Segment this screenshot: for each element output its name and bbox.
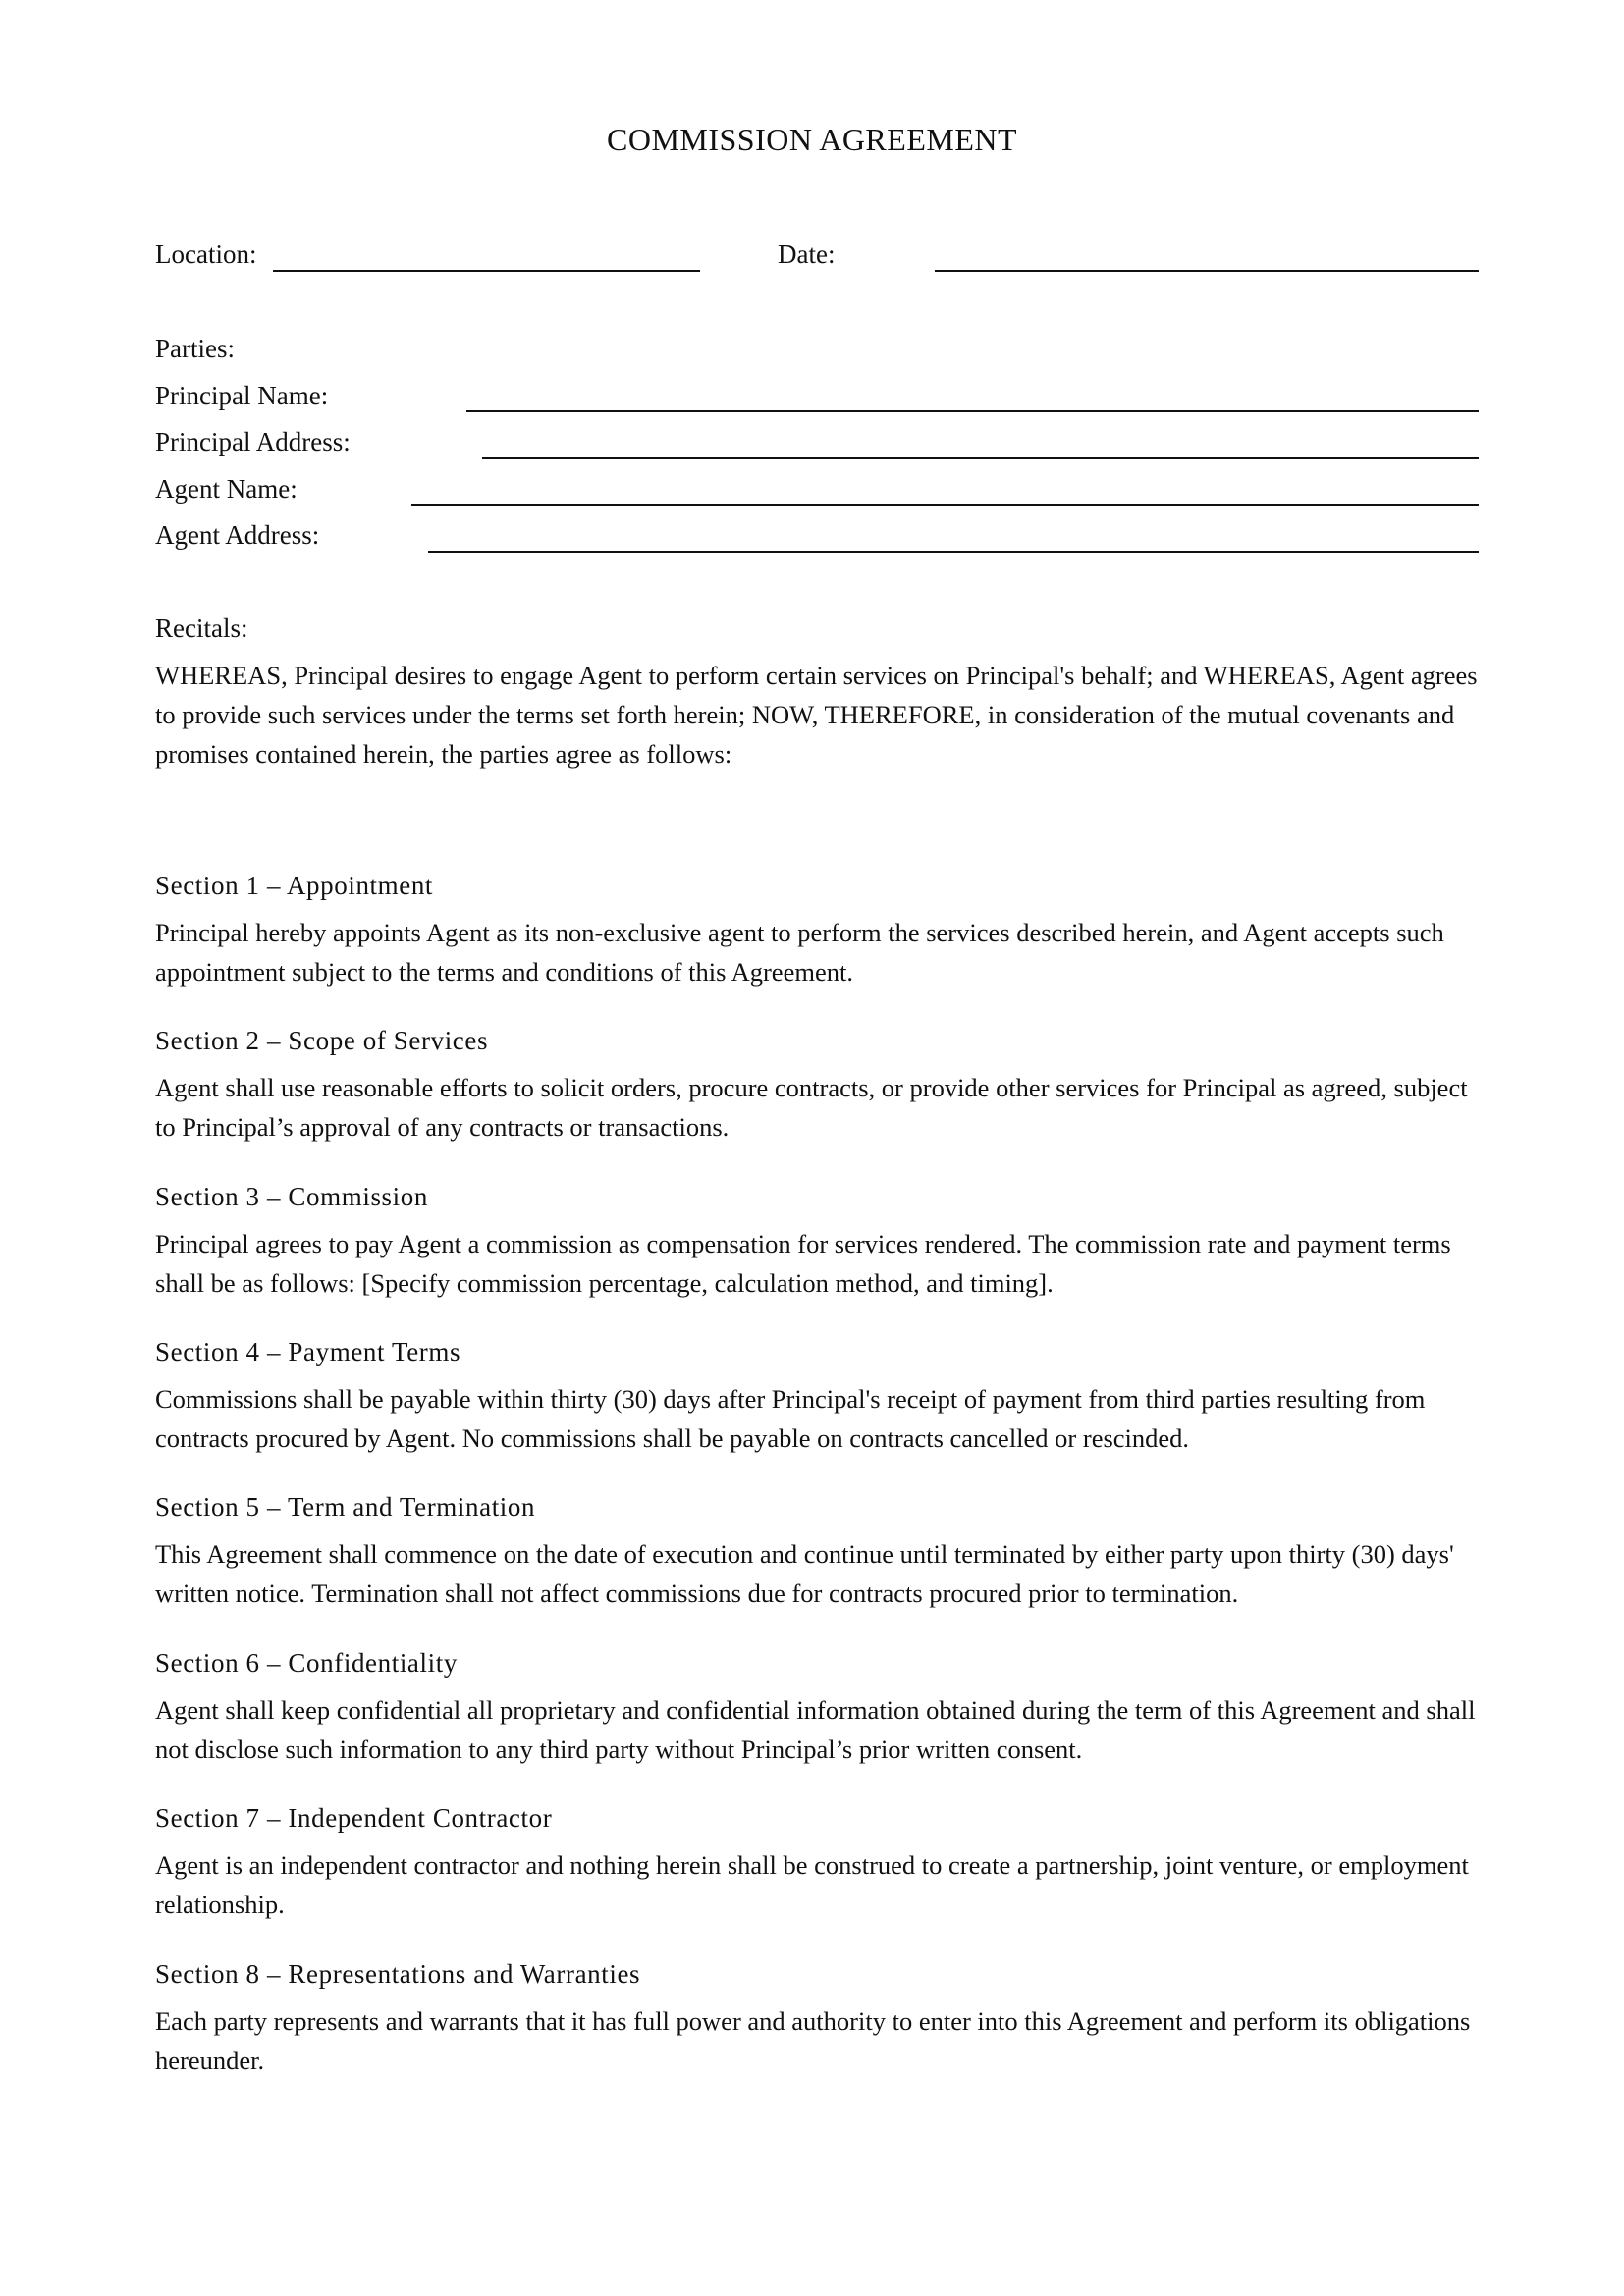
section-8-text: Each party represents and warrants that it has full power and authority to enter into this Agreement and perform its obligations hereunder. — [155, 2006, 1471, 2075]
section-8-heading: Section 8 – Representations and Warranties — [155, 1959, 641, 1989]
location-label: Location: — [155, 240, 257, 269]
principal-name-field-line[interactable] — [466, 410, 1479, 412]
agent-name-field-line[interactable] — [411, 504, 1479, 506]
recitals-text: WHEREAS, Principal desires to engage Agent to perform certain services on Principal's behalf; and WHEREAS, Agent agrees to provide such services under the terms set forth herein; NOW, THEREFORE, in consideration of the mutual covenants and promises contained herein, the parties agree as follows: — [155, 661, 1478, 769]
section-4-text: Commissions shall be payable within thirty (30) days after Principal's receipt of payment from third parties resulting from contracts procured by Agent. No commissions shall be payable on contracts cancelled or rescinded. — [155, 1384, 1426, 1453]
agent-name-label: Agent Name: — [155, 474, 298, 504]
date-field-line[interactable] — [935, 270, 1479, 272]
section-5-text: This Agreement shall commence on the date of execution and continue until terminated by either party upon thirty (30) days' written notice. Termination shall not affect commissions due for contracts procured prior to termination. — [155, 1539, 1454, 1608]
date-label: Date: — [778, 240, 836, 269]
section-7-text: Agent is an independent contractor and nothing herein shall be construed to create a partnership, joint venture, or employment relationship. — [155, 1850, 1469, 1919]
section-2-heading: Section 2 – Scope of Services — [155, 1026, 489, 1055]
agent-address-field-line[interactable] — [428, 551, 1479, 553]
section-6-text: Agent shall keep confidential all proprietary and confidential information obtained during the term of this Agreement and shall not disclose such information to any third party without Principal’s prior written consent. — [155, 1695, 1476, 1764]
agent-address-label: Agent Address: — [155, 520, 320, 550]
document-title: COMMISSION AGREEMENT — [606, 122, 1018, 157]
section-5-heading: Section 5 – Term and Termination — [155, 1492, 536, 1522]
section-6-heading: Section 6 – Confidentiality — [155, 1648, 458, 1678]
principal-address-label: Principal Address: — [155, 427, 351, 456]
section-4-heading: Section 4 – Payment Terms — [155, 1337, 461, 1366]
section-1-text: Principal hereby appoints Agent as its non-exclusive agent to perform the services described herein, and Agent accepts such appointment subject to the terms and conditions of this Agreement. — [155, 918, 1444, 987]
section-2-text: Agent shall use reasonable efforts to solicit orders, procure contracts, or provide other services for Principal as agreed, subject to Principal’s approval of any contracts or transactions. — [155, 1073, 1468, 1142]
principal-address-field-line[interactable] — [482, 457, 1479, 459]
section-3-heading: Section 3 – Commission — [155, 1182, 428, 1211]
section-1-heading: Section 1 – Appointment — [155, 871, 434, 900]
principal-name-label: Principal Name: — [155, 381, 329, 410]
section-3-text: Principal agrees to pay Agent a commission as compensation for services rendered. The commission rate and payment terms shall be as follows: [Specify commission percentage, calculation method, and timing]. — [155, 1229, 1451, 1298]
location-field-line[interactable] — [273, 270, 700, 272]
recitals-heading: Recitals: — [155, 614, 248, 643]
section-7-heading: Section 7 – Independent Contractor — [155, 1803, 553, 1833]
parties-heading: Parties: — [155, 334, 235, 363]
